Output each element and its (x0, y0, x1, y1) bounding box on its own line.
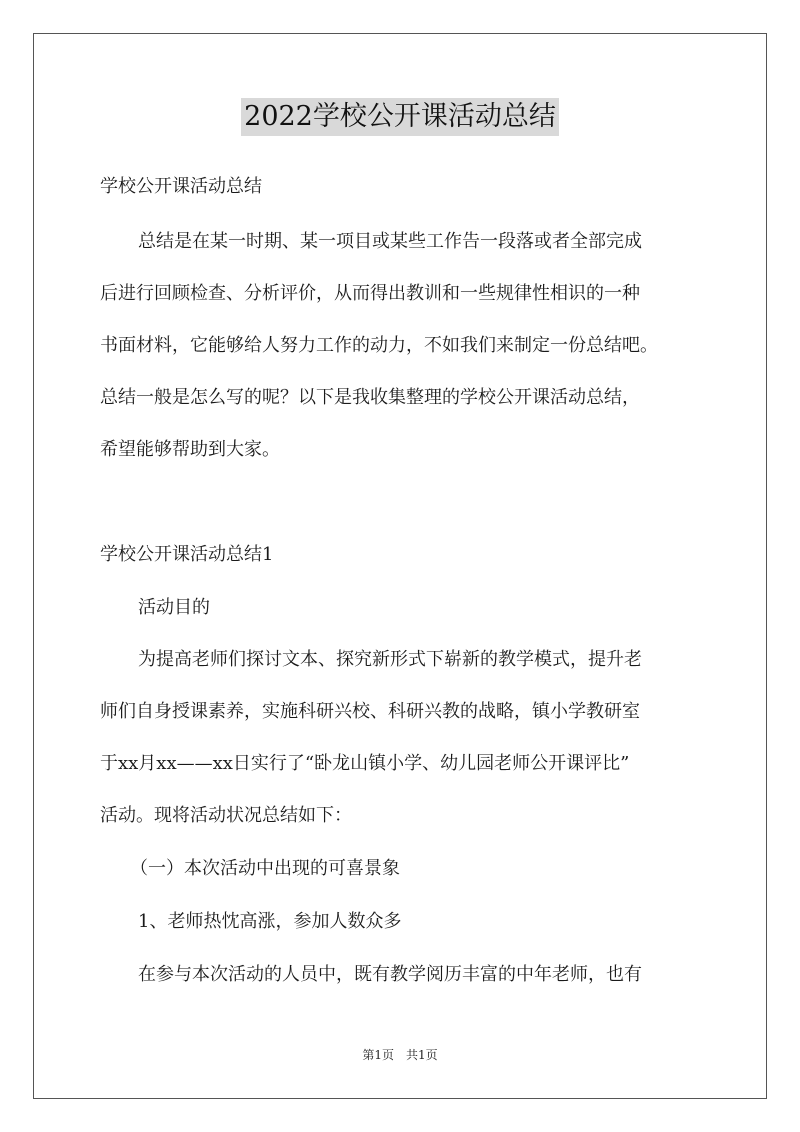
title-container (0, 98, 800, 136)
page-footer: 第1页 共1页 (362, 1048, 438, 1062)
sub-heading: （一）本次活动中出现的可喜景象 (130, 858, 400, 879)
subtitle: 学校公开课活动总结 (100, 176, 262, 197)
purpose-line-1: 为提高老师们探讨文本、探究新形式下崭新的教学模式，提升老 (138, 649, 642, 670)
point-heading-1: 1、老师热忱高涨，参加人数众多 (138, 911, 402, 932)
section-heading: 学校公开课活动总结1 (100, 544, 274, 565)
purpose-label: 活动目的 (138, 597, 210, 618)
purpose-line-2: 师们自身授课素养，实施科研兴校、科研兴教的战略，镇小学教研室 (100, 701, 640, 722)
purpose-line-4: 活动。现将活动状况总结如下： (100, 805, 352, 826)
intro-line-1: 总结是在某一时期、某一项目或某些工作告一段落或者全部完成 (138, 231, 642, 252)
intro-line-5: 希望能够帮助到大家。 (100, 439, 280, 460)
document-title: 2022学校公开课活动总结 (241, 98, 559, 136)
intro-line-2: 后进行回顾检查、分析评价，从而得出教训和一些规律性相识的一种 (100, 283, 640, 304)
purpose-line-3: 于xx月xx——xx日实行了“卧龙山镇小学、幼儿园老师公开课评比” (100, 753, 630, 774)
point-text-1: 在参与本次活动的人员中，既有教学阅历丰富的中年老师，也有 (138, 964, 642, 985)
intro-line-4: 总结一般是怎么写的呢？以下是我收集整理的学校公开课活动总结， (100, 387, 640, 408)
intro-line-3: 书面材料，它能够给人努力工作的动力，不如我们来制定一份总结吧。 (100, 335, 658, 356)
